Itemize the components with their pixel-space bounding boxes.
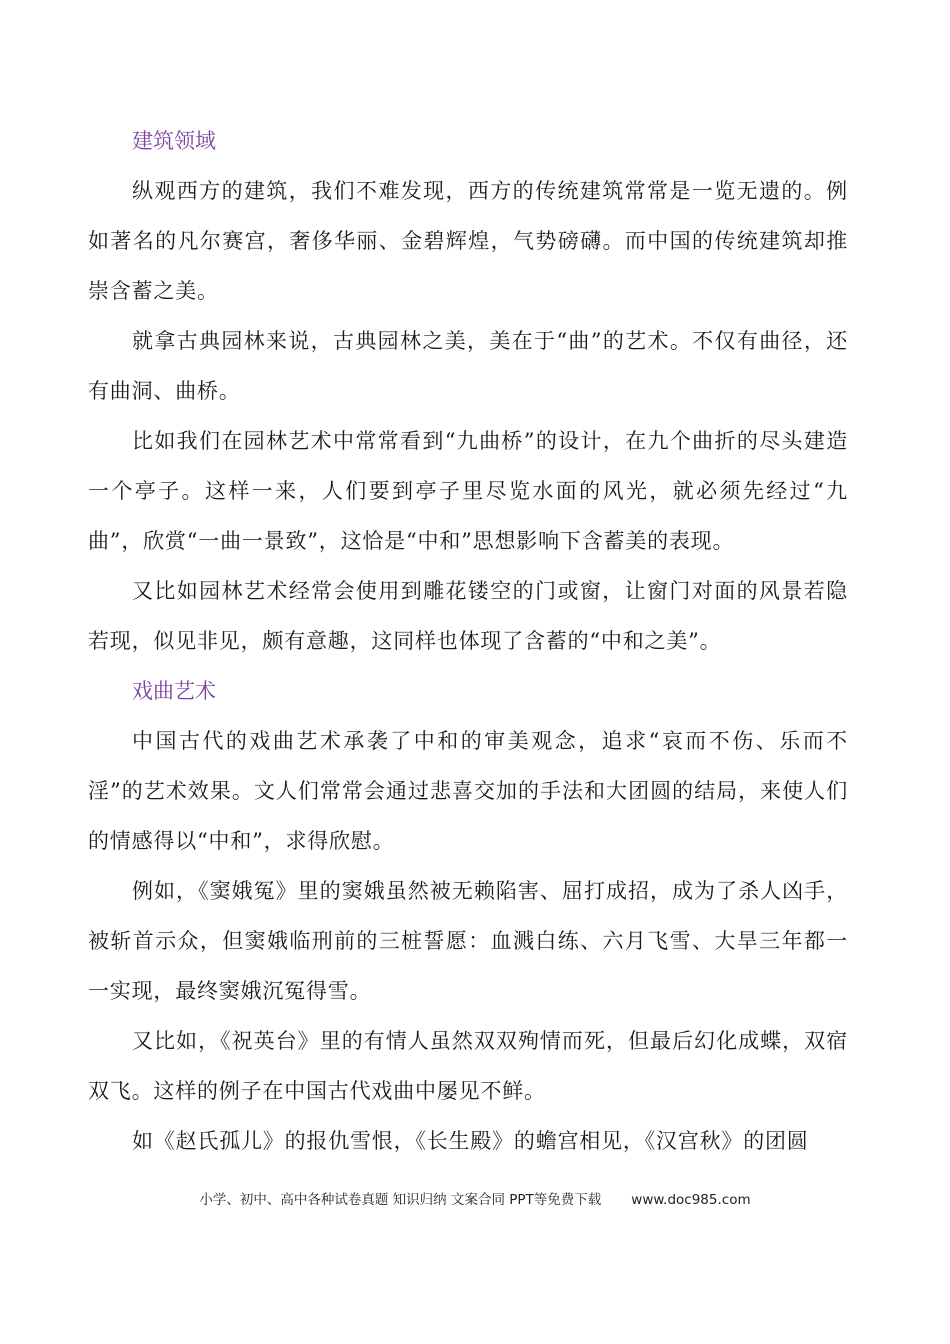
paragraph: 又比如，《祝英台》里的有情人虽然双双殉情而死，但最后幻化成蝶，双宿双飞。这样的例子在中国古代戏曲中屡见不鲜。 [88, 1029, 848, 1103]
paragraph: 纵观西方的建筑，我们不难发现，西方的传统建筑常常是一览无遗的。例如著名的凡尔赛宫，奢侈华丽、金碧辉煌，气势磅礴。而中国的传统建筑却推崇含蓄之美。 [88, 179, 848, 303]
paragraph: 中国古代的戏曲艺术承袭了中和的审美观念，追求“哀而不伤、乐而不淫”的艺术效果。文人们常常会通过悲喜交加的手法和大团圆的结局，来使人们的情感得以“中和”，求得欣慰。 [88, 729, 848, 853]
section-heading-architecture: 建筑领域 [132, 129, 216, 153]
paragraph: 比如我们在园林艺术中常常看到“九曲桥”的设计，在九个曲折的尽头建造一个亭子。这样一来，人们要到亭子里尽览水面的风光，就必须先经过“九曲”，欣赏“一曲一景致”，这恰是“中和”思想影响下含蓄美的表现。 [88, 429, 848, 553]
page-footer [0, 1190, 950, 1210]
section-heading-opera: 戏曲艺术 [132, 679, 216, 703]
paragraph: 如《赵氏孤儿》的报仇雪恨，《长生殿》的蟾宫相见，《汉宫秋》的团圆 [132, 1129, 809, 1153]
paragraph: 就拿古典园林来说，古典园林之美，美在于“曲”的艺术。不仅有曲径，还有曲洞、曲桥。 [88, 329, 848, 403]
paragraph: 又比如园林艺术经常会使用到雕花镂空的门或窗，让窗门对面的风景若隐若现，似见非见，颇有意趣，这同样也体现了含蓄的“中和之美”。 [88, 579, 848, 653]
footer-text: 小学、初中、高中各种试卷真题 知识归纳 文案合同 PPT等免费下载 [199, 1192, 602, 1208]
document-content [88, 116, 848, 1166]
paragraph: 例如，《窦娥冤》里的窦娥虽然被无赖陷害、屈打成招，成为了杀人凶手，被斩首示众，但窦娥临刑前的三桩誓愿：血溅白练、六月飞雪、大旱三年都一一实现，最终窦娥沉冤得雪。 [88, 879, 848, 1003]
footer-site-link[interactable]: www.doc985.com [631, 1192, 751, 1208]
